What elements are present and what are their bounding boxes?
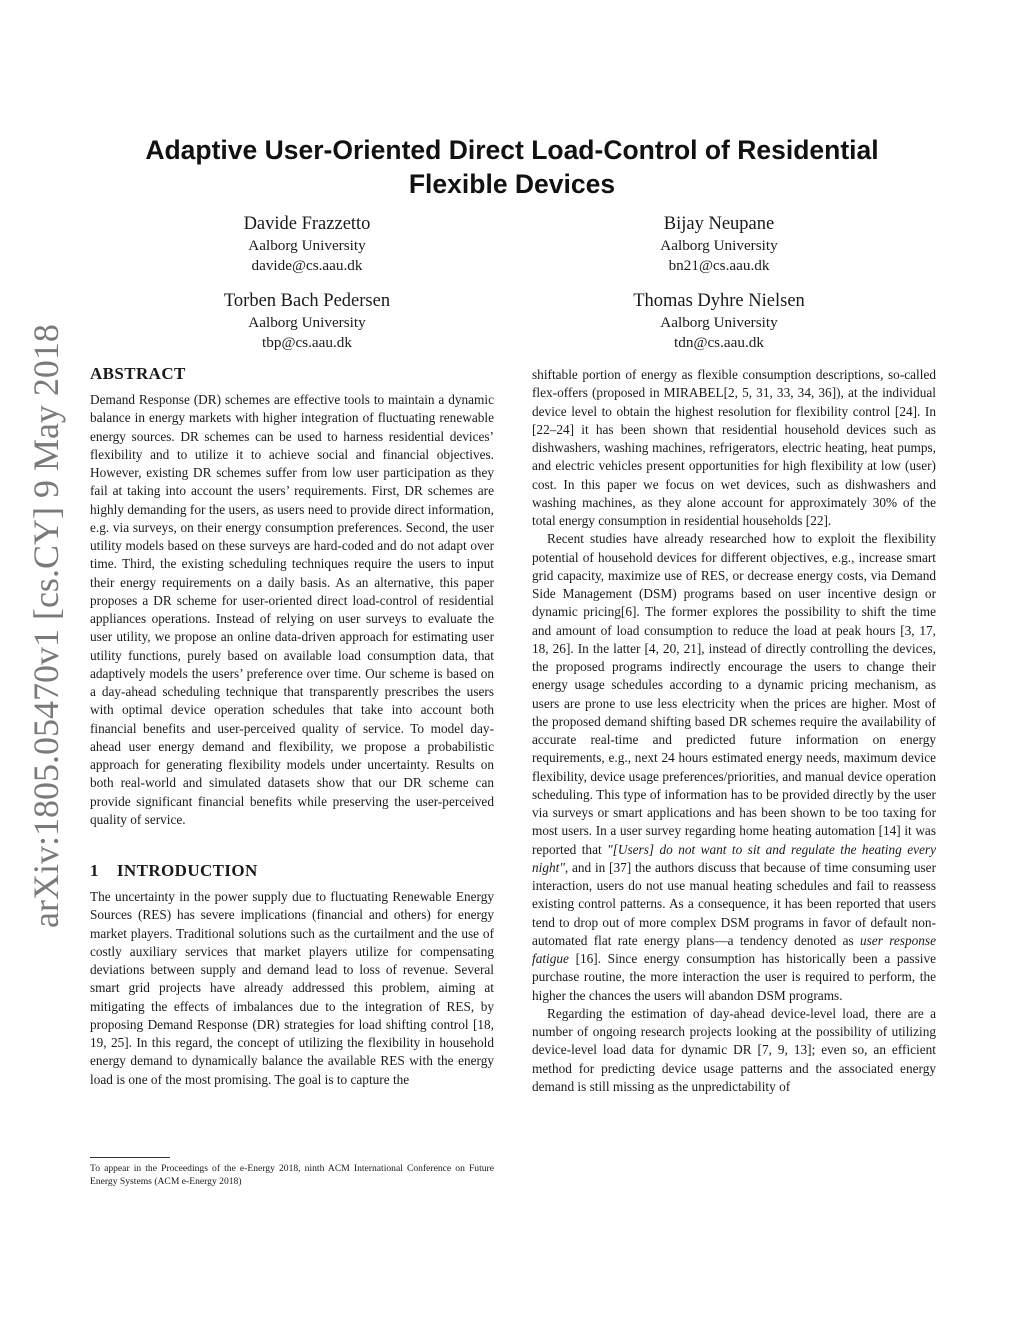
user-quote: "[Users] do not want to sit and regulate the heating every night" xyxy=(532,841,937,875)
introduction-paragraph: The uncertainty in the power supply due to fluctuating Renewable Energy Sources (RES) has severe implications (financial and others) for energy market players. Traditional solutions such as the curtailment and the use of costly auxiliary services that market players utilize for compensating deviations between supply and demand lead to loss of revenue. Several smart grid projects have already addressed this problem, aiming at mitigating the effects of imbalances due to the integration of RES, by proposing Demand Response (DR) strategies for load shifting control [18, 19, 25]. In this regard, the concept of utilizing the flexibility in household energy demand to dynamically balance the available RES with the energy load is one of the most promising. The goal is to capture the xyxy=(90,889,494,1087)
body-paragraph: Recent studies have already researched how to exploit the flexibility potential of household devices for different objectives, e.g., increase smart grid capacity, maximize use of RES, or decrease energy costs, via Demand Side Management (DSM) programs based on user incentive design or dynamic pricing[6]. The former explores the possibility to shift the time and amount of load consumption to reduce the load at peak hours [3, 17, 18, 26]. In the latter [4, 20, 21], instead of directly controlling the devices, the proposed programs indirectly encourage the users to change their energy usage schedules according to a dynamic pricing mechanism, as users are prone to use less electricity when the prices are higher. Most of the proposed demand shifting based DR schemes require the availability of accurate real-time and predicted future information on energy requirements, e.g., next 24 hours estimated energy needs, maximum device flexibility, device usage preferences/priorities, and manual device operation scheduling. This type of information has to be provided directly by the user via surveys or smart applications and has been shown to be too taxing for most users. In a user survey regarding home heating automation [14] it was reported that "[Users] do not want to sit and regulate the heating every night", and in [37] the authors discuss that because of time consuming user interaction, users do not use manual heating schedules and fail to reassess existing control patterns. As a consequence, it has been reported that users tend to drop out of more complex DSM programs in favor of default non-automated flat rate energy plans—a tendency denoted as user response fatigue [16]. Since energy consumption has historically been a passive purchase routine, the more interaction the user is required to perform, the higher the chances the users will abandon DSM programs. xyxy=(532,531,937,1003)
footnote-rule xyxy=(90,1157,170,1158)
author-email[interactable]: davide@cs.aau.dk xyxy=(251,257,363,274)
author-name: Torben Bach Pedersen xyxy=(223,291,391,311)
term-user-response-fatigue: user response fatigue xyxy=(532,932,936,966)
author-block xyxy=(539,212,899,276)
abstract-heading: ABSTRACT xyxy=(90,364,186,383)
footnote-text: To appear in the Proceedings of the e-Energy 2018, ninth ACM International Conference on Future Energy Systems (ACM e-Energy 2018) xyxy=(90,1163,494,1187)
author-name: Thomas Dyhre Nielsen xyxy=(633,291,805,311)
author-affiliation: Aalborg University xyxy=(660,314,778,331)
arxiv-stamp: arXiv:1805.05470v1 [cs.CY] 9 May 2018 xyxy=(26,324,66,928)
introduction-heading xyxy=(90,861,494,881)
author-block xyxy=(127,212,487,276)
author-name: Davide Frazzetto xyxy=(243,214,371,234)
author-affiliation: Aalborg University xyxy=(248,314,366,331)
author-block xyxy=(539,289,899,353)
body-paragraph: shiftable portion of energy as flexible consumption descriptions, so-called flex-offers (proposed in MIRABEL[2, 5, 31, 33, 34, 36]), at the individual device level to obtain the highest resolution for flexibility control [24]. In [22–24] it has been shown that residential household devices such as dishwashers, washing machines, refrigerators, electric heating, heat pumps, and electric vehicles present opportunities for high flexibility at low (user) cost. In this paper we focus on wet devices, such as dishwashers and washing machines, as they alone account for approximately 30% of the total energy consumption in residential households [22]. xyxy=(532,367,936,528)
author-email[interactable]: tdn@cs.aau.dk xyxy=(674,334,764,351)
paper-title: Adaptive User-Oriented Direct Load-Control of Residential Flexible Devices xyxy=(145,135,879,199)
right-column xyxy=(532,366,936,1096)
author-block xyxy=(127,289,487,353)
author-name: Bijay Neupane xyxy=(663,214,775,234)
section-title: INTRODUCTION xyxy=(116,861,258,880)
author-affiliation: Aalborg University xyxy=(248,237,366,254)
body-paragraph: Regarding the estimation of day-ahead device-level load, there are a number of ongoing research projects looking at the possibility of utilizing device-level load data for dynamic DR [7, 9, 13]; even so, an efficient method for predicting device usage patterns and the associated energy demand is still missing as the unpredictability of xyxy=(532,1005,936,1094)
author-email[interactable]: bn21@cs.aau.dk xyxy=(668,257,770,274)
abstract-text: Demand Response (DR) schemes are effective tools to maintain a dynamic balance in energy markets with higher integration of fluctuating renewable energy sources. DR schemes can be used to harness residential devices’ flexibility and to utilize it to achieve social and financial objectives. However, existing DR schemes suffer from low user participation as they fail at taking into account the users’ requirements. First, DR schemes are highly demanding for the users, as users need to provide direct information, e.g. via surveys, on their energy consumption preferences. Second, the user utility models based on these surveys are hard-coded and do not adapt over time. Third, the existing scheduling techniques require the users to input their energy requirements on a daily basis. As an alternative, this paper proposes a DR scheme for user-oriented direct load-control of residential appliances operations. Instead of relying on user surveys to evaluate the user utility, we propose an online data-driven approach for estimating user utility functions, purely based on available load consumption data, that adaptively models the users’ preference over time. Our scheme is based on a day-ahead scheduling technique that transparently prescribes the users with optimal device operation schedules that take into account both financial benefits and user-perceived quality of service. To model day-ahead user energy demand and flexibility, we propose a probabilistic approach for generating flexibility models under uncertainty. Results on both real-world and simulated datasets show that our DR scheme can provide significant financial benefits while preserving the user-perceived quality of service. xyxy=(90,392,494,827)
section-number: 1 xyxy=(90,861,99,880)
author-affiliation: Aalborg University xyxy=(660,237,778,254)
left-column xyxy=(90,364,494,1089)
footnote xyxy=(90,1157,494,1188)
author-email[interactable]: tbp@cs.aau.dk xyxy=(262,334,352,351)
